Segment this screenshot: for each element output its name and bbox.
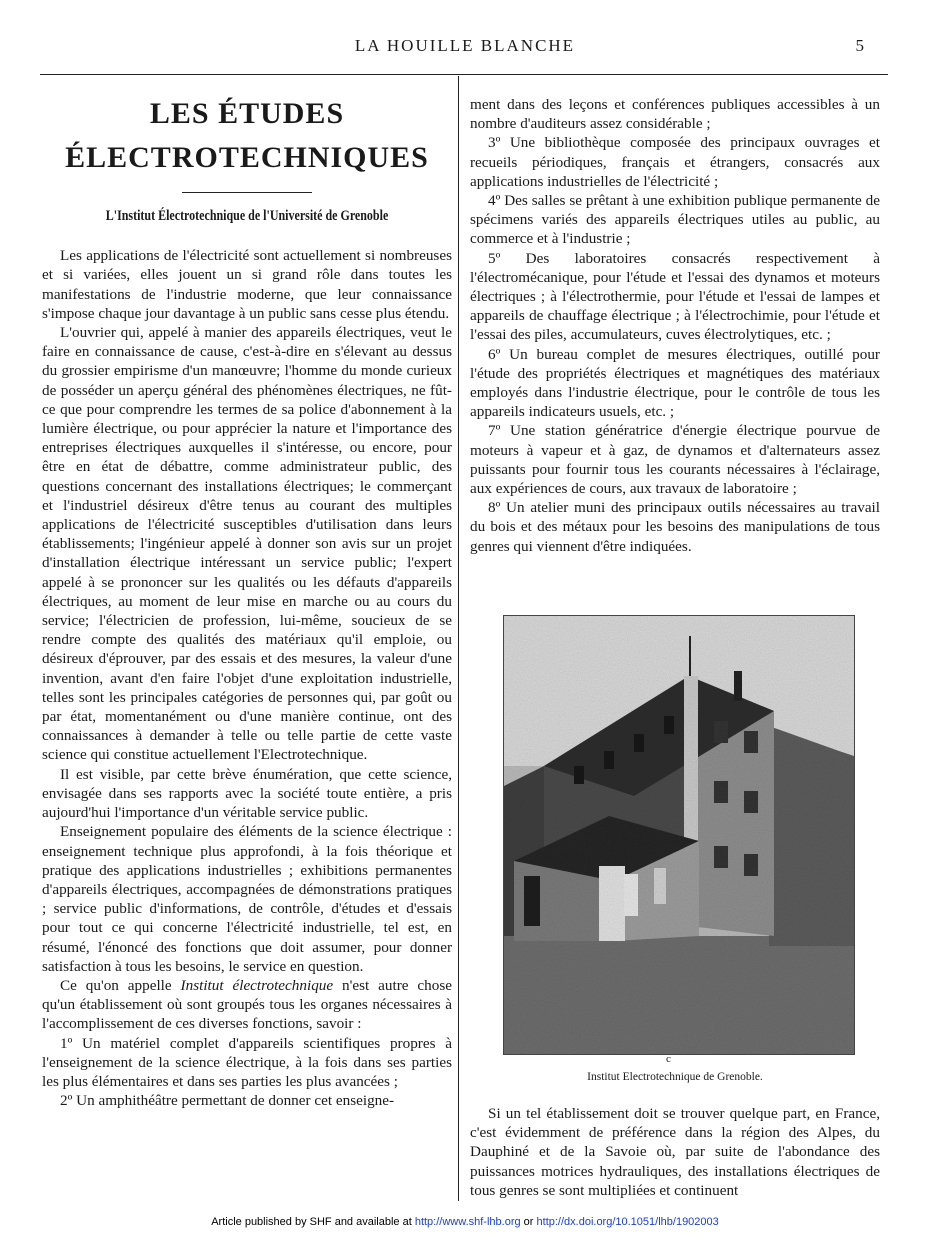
list-item: 8º Un atelier muni des principaux outils nécessaires au travail du bois et des métaux pour les besoins des manipulations de tous genres qui viennent d'être indiquées. — [470, 499, 880, 555]
article-title: LES ÉTUDES ÉLECTROTECHNIQUES — [65, 97, 429, 174]
article-subtitle: L'Institut Électrotechnique de l'Université de Grenoble — [105, 208, 389, 224]
running-head — [0, 36, 930, 60]
doi-link[interactable]: http://dx.doi.org/10.1051/lhb/1902003 — [536, 1216, 719, 1228]
paragraph: Si un tel établissement doit se trouver quelque part, en France, c'est évidemment de préférence dans la région des Alpes, du Dauphiné et de la Savoie où, par suite de l'abondance des puissances motrices hydrauliques, des installations électriques de tous genres se sont multipliées et continuent — [470, 1105, 880, 1199]
paragraph: Les applications de l'électricité sont actuellement si nombreuses et si variées, elles jouent un si grand rôle dans toutes les manifestations de l'industrie moderne, que leur connaissance s'impose chaque jour davantage à un public sans cesse plus étendu. — [42, 247, 452, 322]
text-run: Ce qu'on appelle — [60, 976, 181, 994]
list-item: 4º Des salles se prêtant à une exhibition publique permanente de spécimens variés des appareils électriques utiles au public, au commerce et à l'industrie ; — [470, 192, 880, 248]
paragraph — [42, 976, 452, 1034]
italic-term: Institut électrotechnique — [180, 976, 334, 994]
list-item: 2º Un amphithéâtre permettant de donner cet enseigne- — [60, 1092, 395, 1110]
title-rule — [182, 192, 312, 193]
list-item: 6º Un bureau complet de mesures électriques, outillé pour l'étude des propriétés électriques et magnétiques des matériaux employés dans l'industrie électrique, pour le contrôle de tous les appareils indicateurs usuels, etc. ; — [470, 345, 880, 421]
footer-text: Article published by SHF and available at — [211, 1216, 415, 1228]
list-item: 1º Un matériel complet d'appareils scientifiques propres à l'enseignement de la science électrique, à la fois dans ses parties les plus élémentaires et dans ses parties les plus avancées ; — [42, 1034, 452, 1090]
text-run: n'est autre chose qu'un établissement où sont groupés tous les organes nécessaires à l'accomplissement de ces diverses fonctions, savoir : — [42, 976, 452, 1033]
list-item-continuation: ment dans des leçons et conférences publiques accessibles à un nombre d'auditeurs assez considérable ; — [470, 96, 880, 133]
shf-link[interactable]: http://www.shf-lhb.org — [414, 1216, 521, 1228]
list-item: 5º Des laboratoires consacrés respectivement à l'électromécanique, pour l'étude et l'essai des dynamos et moteurs électriques ; à l'électrothermie, pour l'étude et l'essai de lampes et appareils de chauffage électrique ; à l'électrochimie, pour l'étude et l'essai des piles, accumulateurs, cuves électrolytiques, etc. ; — [470, 249, 880, 344]
building-photo-drawing — [504, 616, 854, 1054]
figure-caption: Institut Electrotechnique de Grenoble. — [587, 1071, 763, 1083]
publication-footer — [0, 1216, 930, 1228]
paragraph: Il est visible, par cette brève énumération, que cette science, envisagée dans ses rapports avec la société toute entière, a pris aujourd'hui l'importance d'un véritable service public. — [42, 765, 452, 822]
right-column-bottom — [470, 1104, 880, 1200]
column-rule — [458, 76, 459, 1201]
paragraph: L'ouvrier qui, appelé à manier des appareils électriques, veut le faire en connaissance de cause, c'est-à-dire en s'élevant au dessus du grossier empirisme d'un manœuvre; l'homme du monde curieux de posséder un aperçu général des phénomènes électriques, ne fût-ce que pour comprendre les termes de sa police d'abonnement à la lumière électrique, ou pour apprécier la nature et l'importance des entreprises électriques auxquelles il s'intéresse, ou encore, pour être en état de débattre, comme administrateur public, des questions concernant des installations électriques; le commerçant et l'industriel désireux d'être tenus au courant des multiples applications de l'électricité susceptibles d'utilisation dans leurs établissements; l'ingénieur appelé à donner son avis sur un projet d'installation électrique intéressant un service public; l'expert appelé à se prononcer sur les qualités ou les défauts d'appareils électriques, au moment de leur mise en marche ou au cours du service; l'électricien de profession, lui-même, soucieux de se rendre compte des qualités des matériaux qu'il emploie, ou désireux d'éprouver, par des essais et des mesures, la valeur d'une invention, avant d'en faire l'objet d'une exploitation industrielle, telles sont les principales catégories de personnes qui, par goût ou par état, momentanément ou d'une manière continue, ont des connaissances à demander à telle ou telle partie de cette vaste science qui constitue actuellement l'Electrotechnique. — [42, 324, 452, 764]
paragraph: Enseignement populaire des éléments de la science électrique : enseignement technique plus approfondi, à la fois théorique et pratique des applications industrielles ; exhibitions permanentes d'appareils électriques, accompagnées de démonstrations pratiques ; service public d'informations, de contrôle, d'études et d'essais pour tout ce qui concerne l'électricité industrielle, tel est, en résumé, l'énoncé des fonctions que doit assumer, pour donner satisfaction à tous les besoins, le service en question. — [42, 823, 452, 975]
footer-text: or — [520, 1216, 537, 1228]
page-number: 5 — [855, 36, 864, 55]
header-rule — [40, 74, 888, 75]
journal-title: LA HOUILLE BLANCHE — [354, 36, 576, 55]
building-photograph — [503, 615, 855, 1055]
left-column — [42, 92, 452, 1110]
list-item: 3º Une bibliothèque composée des principaux ouvrages et recueils périodiques, français et étrangers, consacrés aux applications industrielles de l'électricité ; — [470, 134, 880, 190]
figure-mark: c — [666, 1053, 671, 1065]
list-item: 7º Une station génératrice d'énergie électrique pourvue de moteurs à vapeur et à gaz, de dynamos et d'alternateurs assez puissants pour fournir tous les courants nécessaires à l'éclairage, aux expériences de cours, aux travaux de laboratoire ; — [470, 422, 880, 498]
right-column — [470, 95, 880, 556]
